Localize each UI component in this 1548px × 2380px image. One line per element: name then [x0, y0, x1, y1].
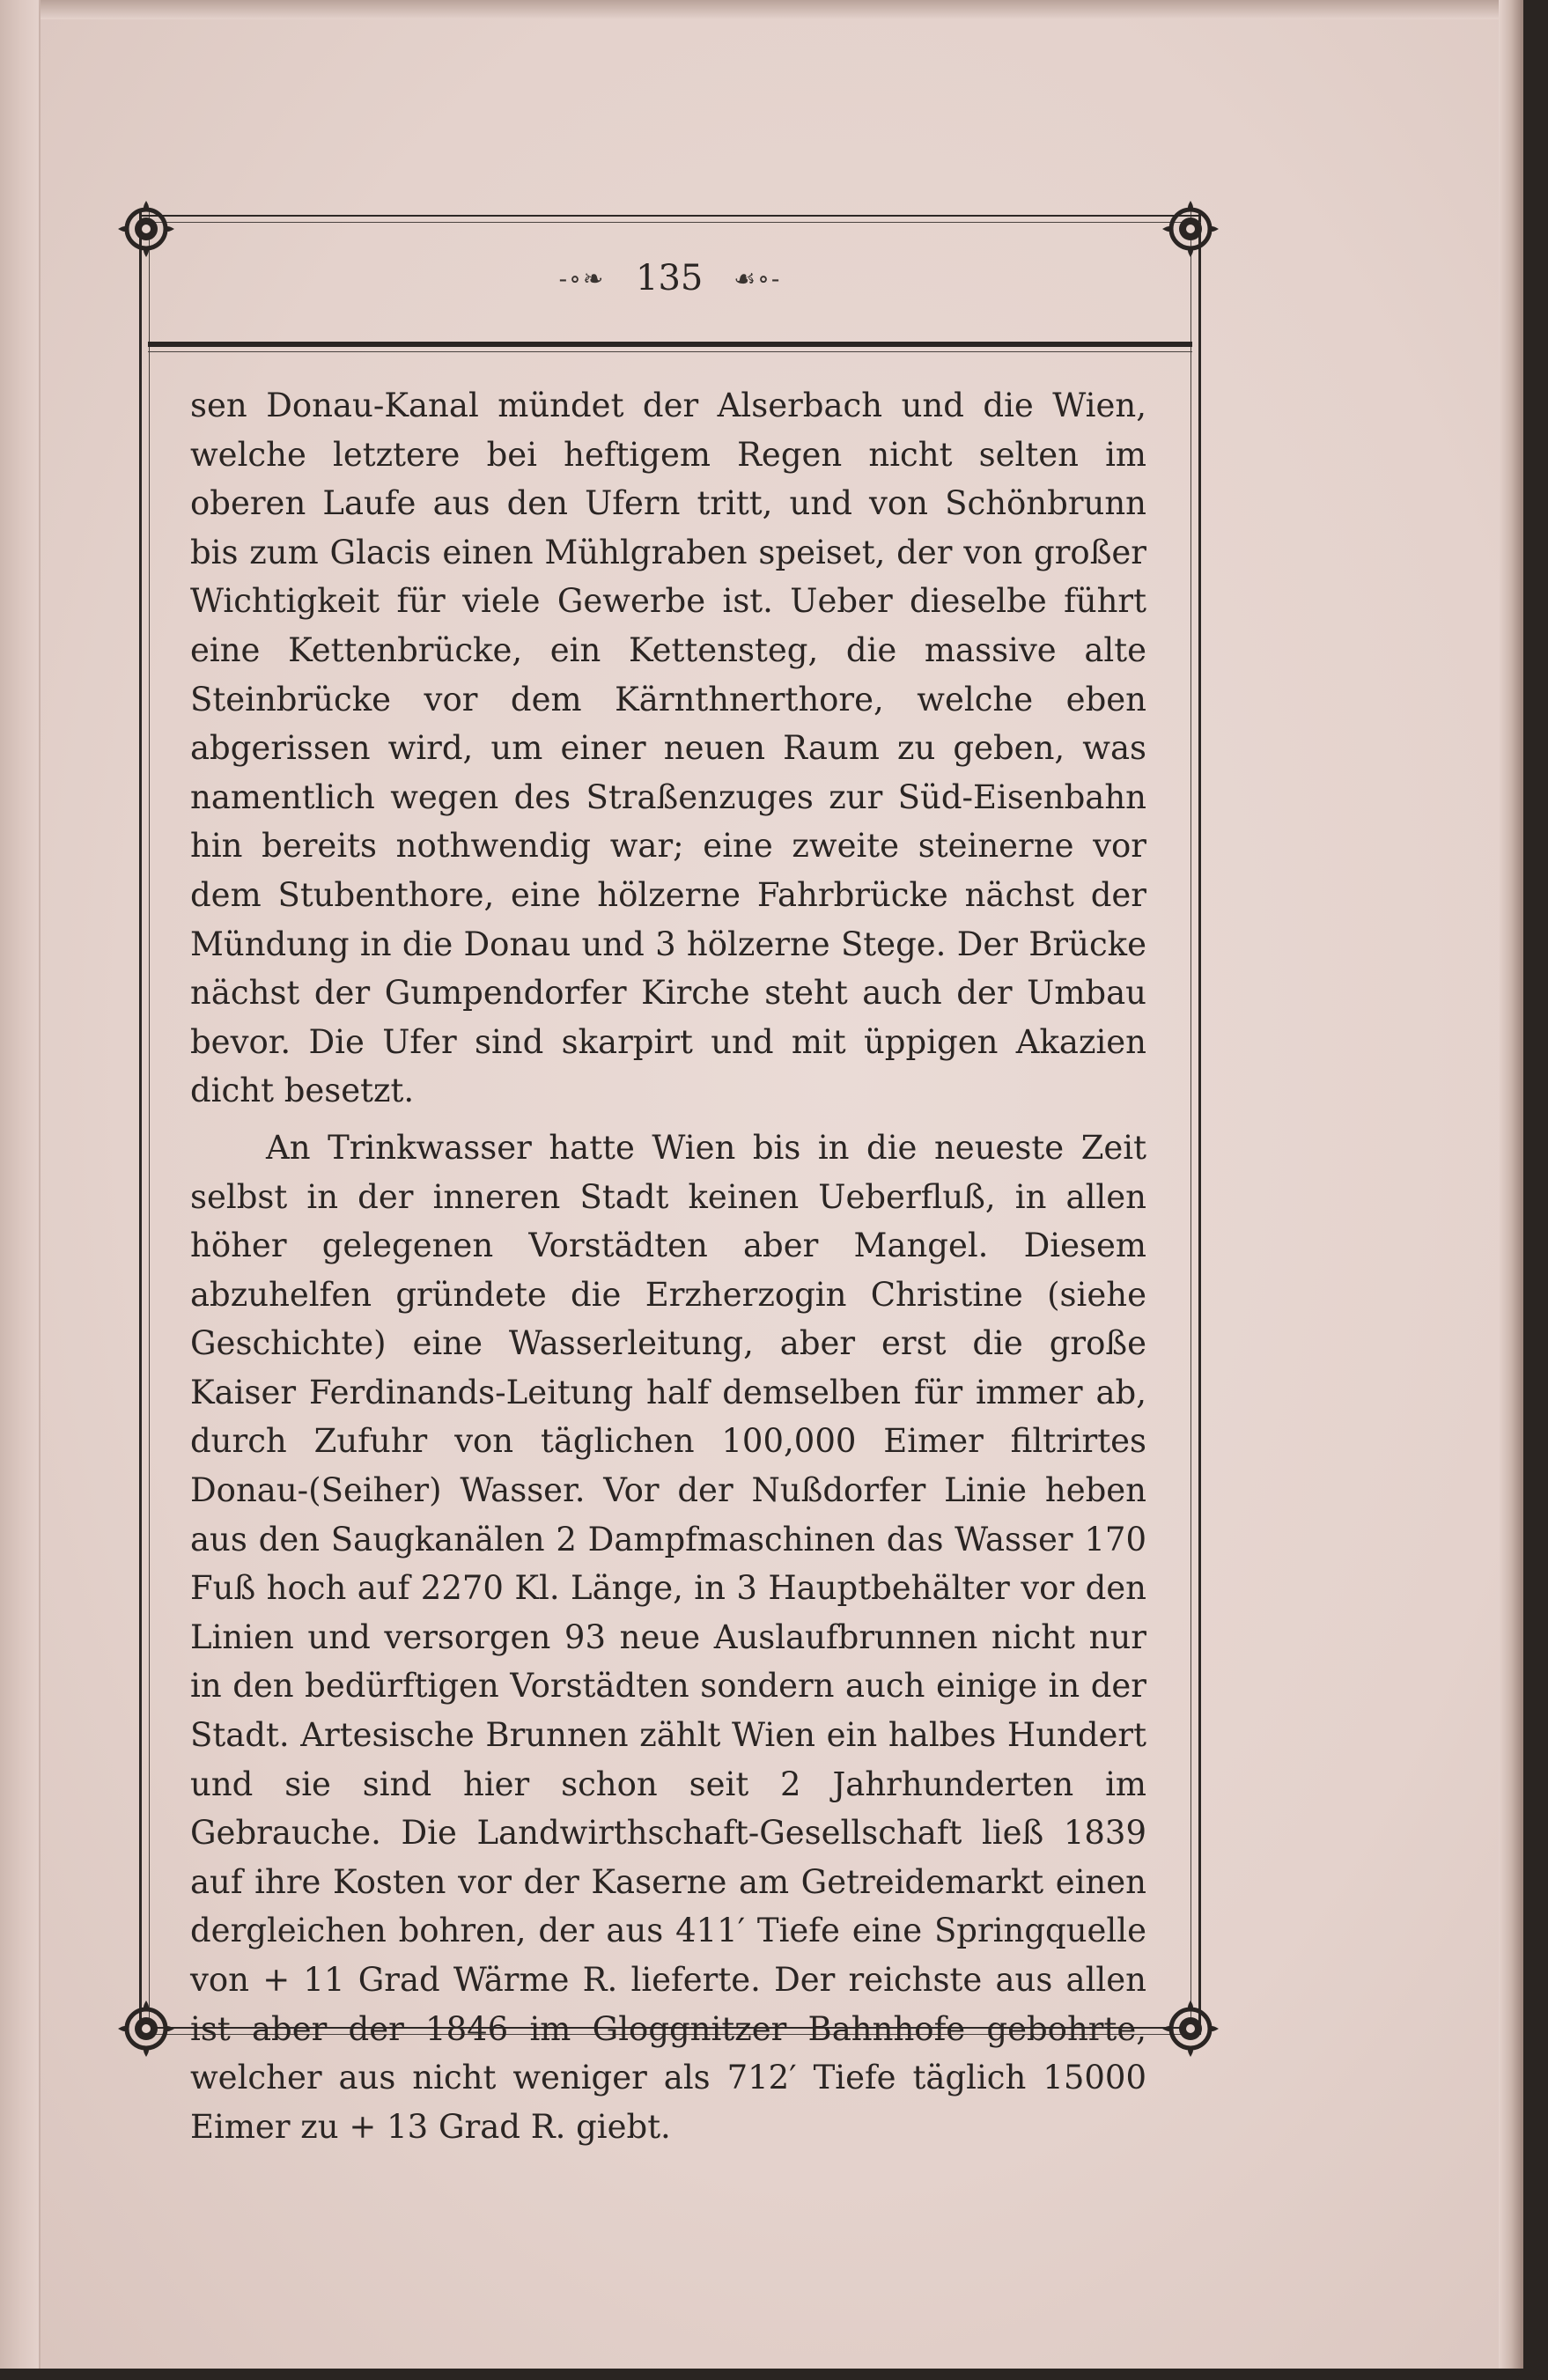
border-top-rule [139, 215, 1201, 217]
page-right-edge [1499, 0, 1523, 2369]
border-top-inner-rule [139, 222, 1201, 223]
right-flourish-icon: ☙∘- [733, 263, 782, 293]
corner-ornament-icon [1159, 197, 1222, 261]
page-number: 135 [636, 258, 704, 298]
paragraph: sen Donau-Kanal mündet der Alserbach und die Wien, welche letztere bei heftigem Regen nicht selten im oberen Laufe aus den Ufern tritt, und von Schönbrunn bis zum Glacis einen Mühlgraben speiset, der von großer Wichtigkeit für viele Gewerbe ist. Ueber dieselbe führt eine Kettenbrücke, ein Kettensteg, die massive alte Steinbrücke vor dem Kärnthnerthore, welche eben abgerissen wird, um einer neuen Raum zu geben, was namentlich wegen des Straßenzuges zur Süd-Eisenbahn hin bereits nothwendig war; eine zweite steinerne vor dem Stubenthore, eine hölzerne Fahrbrücke nächst der Mündung in die Donau und 3 hölzerne Stege. Der Brücke nächst der Gumpendorfer Kirche steht auch der Umbau bevor. Die Ufer sind skarpirt und mit üppigen Akazien dicht besetzt. [190, 387, 1146, 1110]
corner-ornament-icon [1159, 1997, 1222, 2060]
corner-ornament-icon [114, 197, 178, 261]
left-flourish-icon: -∘❧ [558, 263, 606, 293]
header-thick-rule [148, 342, 1192, 347]
paragraph: An Trinkwasser hatte Wien bis in die neueste Zeit selbst in der inneren Stadt keinen Ueberfluß, in allen höher gelegenen Vorstädten aber Mangel. Diesem abzuhelfen gründete die Erzherzogin Christine (siehe Geschichte) eine Wasserleitung, aber erst die große Kaiser Ferdinands-Leitung half demselben für immer ab, durch Zufuhr von täglichen 100,000 Eimer filtrirtes Donau-(Seiher) Wasser. Vor der Nußdorfer Linie heben aus den Saugkanälen 2 Dampfmaschinen das Wasser 170 Fuß hoch auf 2270 Kl. Länge, in 3 Hauptbehälter vor den Linien und versorgen 93 neue Auslaufbrunnen nicht nur in den bedürftigen Vorstädten sondern auch einige in der Stadt. Artesische Brunnen zählt Wien ein halbes Hundert und sie sind hier schon seit 2 Jahrhunderten im Gebrauche. Die Landwirthschaft-Gesellschaft ließ 1839 auf ihre Kosten vor der Kaserne am Getreidemarkt einen dergleichen bohren, der aus 411′ Tiefe eine Springquelle von + 11 Grad Wärme R. lieferte. Der reichste aus allen ist aber der 1846 im Gloggnitzer Bahnhofe gebohrte, welcher aus nicht weniger als 712′ Tiefe täglich 15000 Eimer zu + 13 Grad R. giebt. [190, 1128, 1146, 2146]
body-text [190, 381, 1146, 2151]
page-gutter [0, 0, 41, 2369]
page-top-edge [0, 0, 1523, 19]
corner-ornament-icon [114, 1997, 178, 2060]
header-thin-rule [148, 351, 1192, 352]
page-header [148, 255, 1192, 317]
